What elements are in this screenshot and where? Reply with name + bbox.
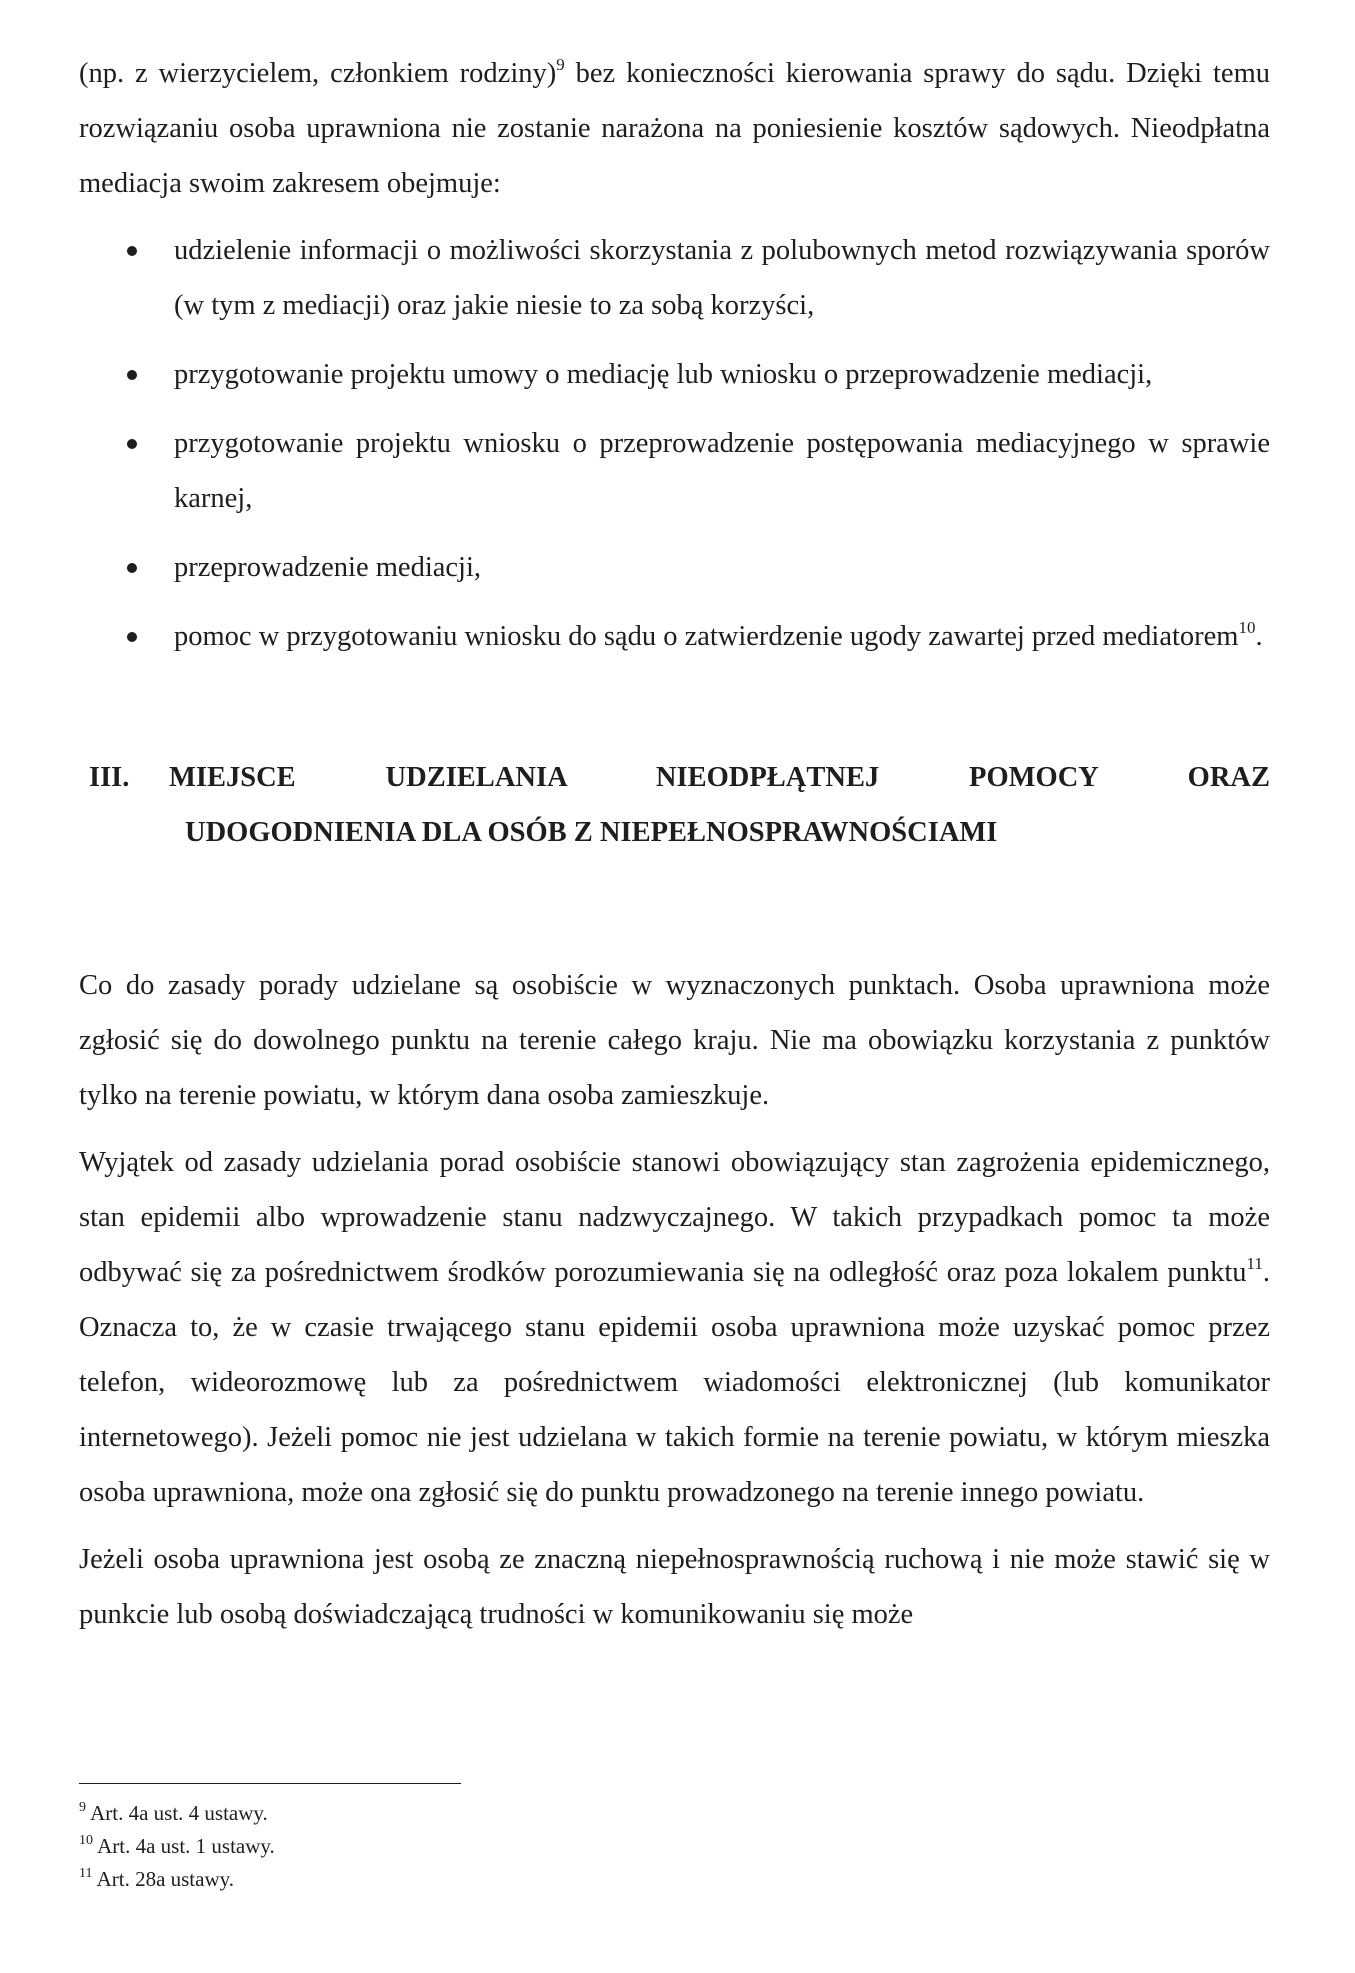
footnote-text: Art. 4a ust. 4 ustawy. [86, 1801, 268, 1825]
intro-text-part1: (np. z wierzycielem, członkiem rodziny) [79, 58, 557, 89]
intro-text-part2: bez konieczności kierowania sprawy do sądu. Dzięki temu rozwiązaniu osoba uprawniona nie zostanie narażona na poniesienie kosztów sądowych. Nieodpłatna mediacja swoim zakresem obejmuje: [79, 58, 1270, 199]
paragraph-exception-part2: . Oznacza to, że w czasie trwającego stanu epidemii osoba uprawniona może uzyskać pomoc przez telefon, wideorozmowę lub za pośrednictwem wiadomości elektronicznej (lub komunikator internetowego). Jeżeli pomoc nie jest udzielana w takich formie na terenie powiatu, w którym mieszka osoba uprawniona, może ona zgłosić się do punktu prowadzonego na terenie innego powiatu. [79, 1257, 1270, 1508]
list-item-text: przygotowanie projektu wniosku o przeprowadzenie postępowania mediacyjnego w sprawie karnej, [174, 428, 1270, 514]
bullet-icon [127, 246, 137, 256]
footnotes [79, 1783, 679, 1896]
footnote-9 [79, 1797, 679, 1830]
list-item [174, 223, 1270, 333]
list-item [174, 347, 1270, 402]
paragraph-exception [79, 1135, 1270, 1520]
bullet-icon [127, 632, 137, 642]
list-item [174, 416, 1270, 526]
bullet-icon [127, 370, 137, 380]
footnote-ref-11: 11 [1246, 1253, 1263, 1273]
footnote-11 [79, 1863, 679, 1896]
section-number: III. [89, 762, 130, 793]
section-title-line1: MIEJSCE UDZIELANIA NIEODPŁĄTNEJ POMOCY ORAZ [169, 762, 1270, 793]
paragraph-personal-advice: Co do zasady porady udzielane są osobiście w wyznaczonych punktach. Osoba uprawniona może zgłosić się do dowolnego punktu na terenie całego kraju. Nie ma obowiązku korzystania z punktów tylko na terenie powiatu, w którym dana osoba zamieszkuje. [79, 970, 1270, 1111]
footnote-10 [79, 1830, 679, 1863]
mediation-scope-list [79, 223, 1270, 664]
bullet-icon [127, 563, 137, 573]
footnote-ref-9: 9 [556, 54, 565, 74]
footnote-number: 11 [79, 1866, 93, 1881]
footnote-text: Art. 28a ustawy. [92, 1867, 235, 1891]
list-item [174, 609, 1270, 664]
bullet-icon [127, 439, 137, 449]
list-item-text-end: . [1255, 621, 1263, 652]
intro-paragraph [79, 46, 1270, 211]
list-item [174, 540, 1270, 595]
paragraph-disability: Jeżeli osoba uprawniona jest osobą ze znaczną niepełnosprawnością ruchową i nie może stawić się w punkcie lub osobą doświadczającą trudności w komunikowaniu się może [79, 1544, 1270, 1630]
footnote-number: 9 [79, 1800, 86, 1815]
list-item-text: przygotowanie projektu umowy o mediację lub wniosku o przeprowadzenie mediacji, [174, 359, 1153, 390]
section-spacer [79, 860, 1270, 958]
list-item-text: udzielenie informacji o możliwości skorzystania z polubownych metod rozwiązywania sporów (w tym z mediacji) oraz jakie niesie to za sobą korzyści, [174, 235, 1270, 321]
footnote-number: 10 [79, 1833, 93, 1848]
list-item-text: przeprowadzenie mediacji, [174, 552, 482, 583]
section-title-line2: UDOGODNIENIA DLA OSÓB Z NIEPEŁNOSPRAWNOŚCIAMI [185, 817, 998, 848]
footnote-ref-10: 10 [1238, 617, 1256, 637]
paragraph-exception-part1: Wyjątek od zasady udzielania porad osobiście stanowi obowiązujący stan zagrożenia epidemicznego, stan epidemii albo wprowadzenie stanu nadzwyczajnego. W takich przypadkach pomoc ta może odbywać się za pośrednictwem środków porozumiewania się na odległość oraz poza lokalem punktu [79, 1147, 1270, 1288]
footnote-text: Art. 4a ust. 1 ustawy. [93, 1834, 275, 1858]
section-heading [79, 750, 1270, 860]
footnote-divider [79, 1783, 461, 1784]
list-item-text: pomoc w przygotowaniu wniosku do sądu o zatwierdzenie ugody zawartej przed mediatorem [174, 621, 1239, 652]
